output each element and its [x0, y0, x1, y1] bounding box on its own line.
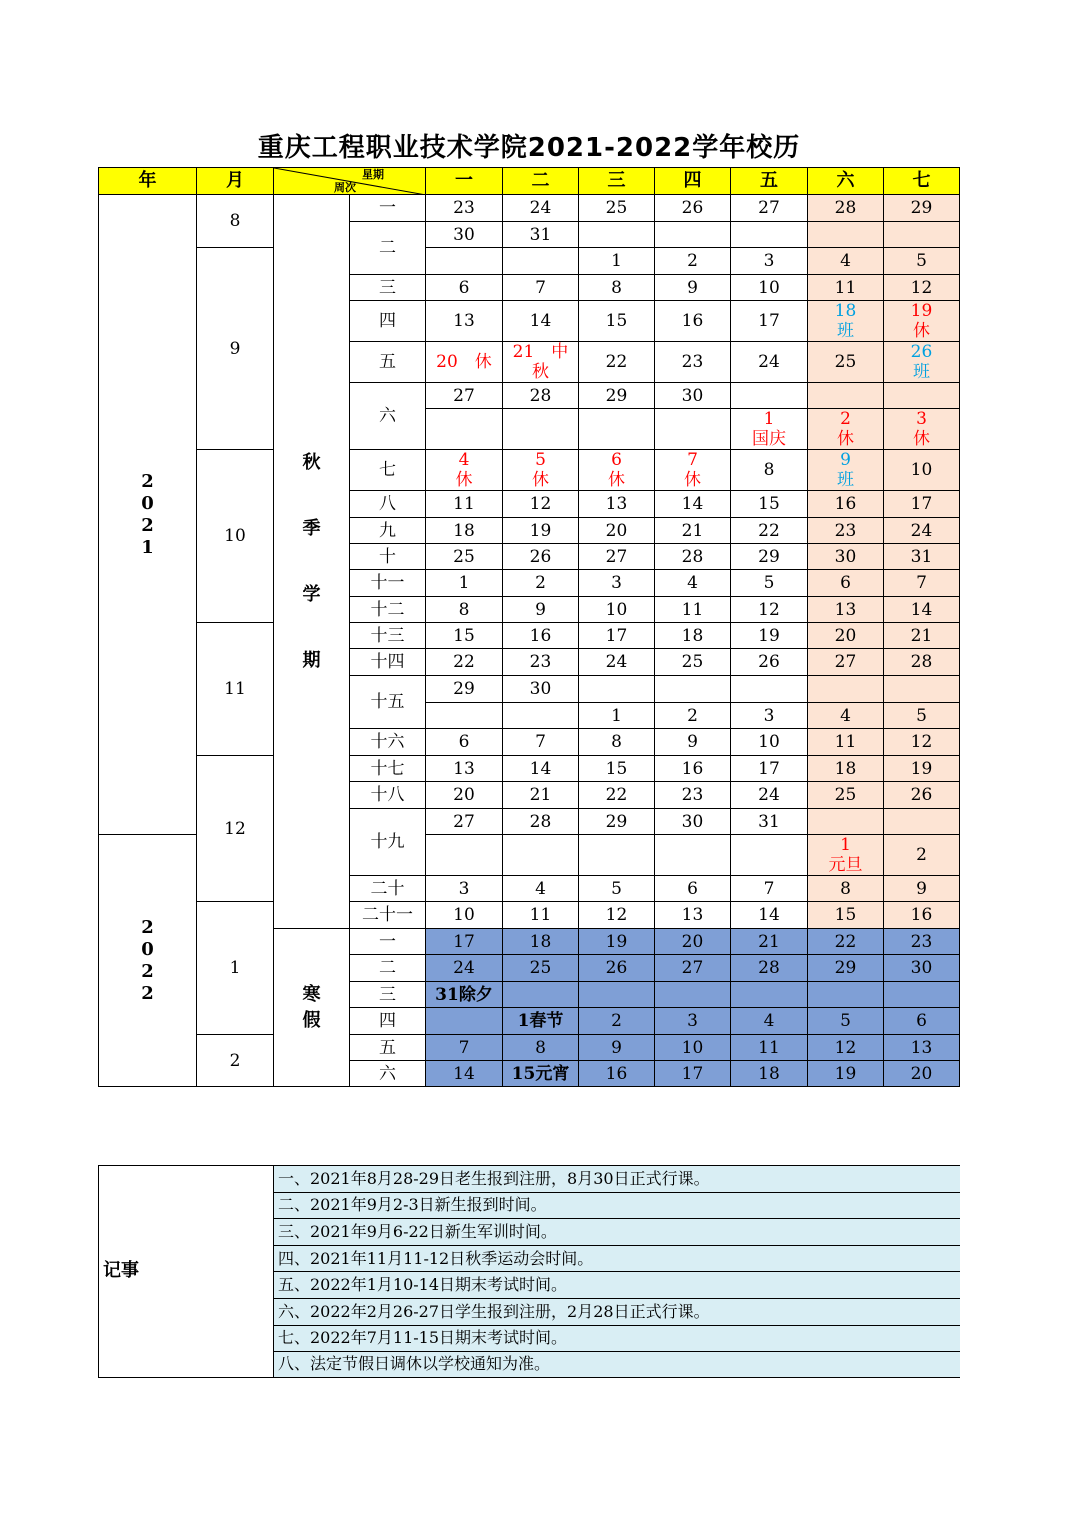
day-cell: 15 [425, 622, 502, 648]
day-cell [502, 408, 578, 449]
day-cell [425, 247, 502, 274]
header-weekday: 一 [425, 167, 502, 194]
day-cell: 16 [807, 490, 883, 517]
week-cell: 五 [349, 341, 425, 382]
day-cell [883, 808, 960, 834]
day-cell: 24 [502, 194, 578, 221]
day-cell: 21 [883, 622, 960, 648]
day-cell: 8 [807, 875, 883, 901]
day-cell: 31 [883, 543, 960, 569]
day-cell: 26 [730, 648, 807, 675]
day-cell: 12 [578, 901, 654, 928]
day-cell [883, 981, 960, 1007]
day-cell: 1 [578, 247, 654, 274]
day-cell: 30 [654, 808, 730, 834]
day-cell: 25 [502, 954, 578, 981]
day-cell [807, 221, 883, 247]
month-cell: 2 [196, 1034, 273, 1087]
day-cell: 30 [654, 382, 730, 408]
day-cell: 9 [883, 875, 960, 901]
day-cell: 24 [883, 517, 960, 543]
day-cell: 1 [578, 702, 654, 728]
day-cell: 20 休 [425, 341, 502, 382]
day-cell: 1春节 [502, 1007, 578, 1034]
day-cell: 15 [807, 901, 883, 928]
day-cell: 14 [654, 490, 730, 517]
note-item: 八、法定节假日调休以学校通知为准。 [273, 1351, 960, 1378]
week-cell: 一 [349, 928, 425, 954]
day-cell [883, 382, 960, 408]
note-item: 三、2021年9月6-22日新生军训时间。 [273, 1218, 960, 1245]
day-cell: 8 [730, 449, 807, 490]
day-cell: 24 [578, 648, 654, 675]
week-cell: 三 [349, 274, 425, 300]
day-cell: 12 [502, 490, 578, 517]
day-cell: 19 [807, 1060, 883, 1087]
day-cell: 26 [502, 543, 578, 569]
day-cell: 11 [730, 1034, 807, 1060]
day-cell: 27 [578, 543, 654, 569]
day-cell: 4 [807, 702, 883, 728]
day-cell: 15元宵 [502, 1060, 578, 1087]
corner-week-label: 周次 [334, 181, 356, 194]
day-cell [730, 981, 807, 1007]
day-cell: 20 [883, 1060, 960, 1087]
day-cell: 14 [502, 300, 578, 341]
day-cell: 2 休 [807, 408, 883, 449]
day-cell: 27 [730, 194, 807, 221]
header-weekday: 七 [883, 167, 960, 194]
day-cell: 31 [730, 808, 807, 834]
day-cell: 27 [807, 648, 883, 675]
day-cell [578, 408, 654, 449]
day-cell: 22 [578, 341, 654, 382]
day-cell: 11 [654, 596, 730, 622]
day-cell: 4 [502, 875, 578, 901]
day-cell: 27 [425, 808, 502, 834]
day-cell: 26 班 [883, 341, 960, 382]
year-cell: 2 0 2 2 [98, 834, 196, 1087]
day-cell: 15 [730, 490, 807, 517]
day-cell [502, 247, 578, 274]
week-cell: 十 [349, 543, 425, 569]
day-cell: 10 [578, 596, 654, 622]
day-cell: 8 [425, 596, 502, 622]
header-corner [273, 167, 425, 194]
day-cell: 3 [730, 247, 807, 274]
day-cell: 13 [883, 1034, 960, 1060]
day-cell: 20 [425, 781, 502, 808]
note-item: 七、2022年7月11-15日期末考试时间。 [273, 1325, 960, 1352]
day-cell: 20 [578, 517, 654, 543]
note-item: 四、2021年11月11-12日秋季运动会时间。 [273, 1245, 960, 1272]
day-cell: 12 [883, 728, 960, 755]
header-weekday: 四 [654, 167, 730, 194]
day-cell: 14 [730, 901, 807, 928]
day-cell: 18 [654, 622, 730, 648]
day-cell: 17 [654, 1060, 730, 1087]
corner-weekday-label: 星期 [362, 168, 384, 181]
day-cell: 31 [502, 221, 578, 247]
header-weekday: 六 [807, 167, 883, 194]
day-cell: 13 [425, 755, 502, 781]
day-cell: 3 [578, 569, 654, 596]
day-cell: 17 [730, 755, 807, 781]
day-cell: 30 [425, 221, 502, 247]
day-cell: 21 中 秋 [502, 341, 578, 382]
day-cell: 7 [883, 569, 960, 596]
day-cell: 16 [654, 300, 730, 341]
day-cell: 26 [883, 781, 960, 808]
day-cell: 24 [425, 954, 502, 981]
day-cell: 6 [807, 569, 883, 596]
month-cell: 1 [196, 901, 273, 1034]
day-cell: 8 [578, 728, 654, 755]
day-cell: 23 [502, 648, 578, 675]
day-cell: 13 [425, 300, 502, 341]
day-cell: 10 [730, 274, 807, 300]
day-cell: 29 [730, 543, 807, 569]
month-cell: 9 [196, 247, 273, 449]
day-cell: 23 [425, 194, 502, 221]
week-cell: 八 [349, 490, 425, 517]
day-cell: 22 [730, 517, 807, 543]
week-cell: 一 [349, 194, 425, 221]
day-cell: 7 [502, 728, 578, 755]
day-cell: 19 [883, 755, 960, 781]
day-cell [730, 221, 807, 247]
day-cell: 11 [807, 274, 883, 300]
day-cell: 8 [578, 274, 654, 300]
day-cell: 2 [502, 569, 578, 596]
day-cell: 19 [578, 928, 654, 954]
day-cell [425, 834, 502, 875]
week-cell: 二十 [349, 875, 425, 901]
day-cell: 29 [883, 194, 960, 221]
day-cell: 21 [654, 517, 730, 543]
day-cell: 9 [654, 728, 730, 755]
day-cell: 5 [807, 1007, 883, 1034]
semester-cell: 秋 季 学 期 [273, 194, 349, 928]
header-weekday: 三 [578, 167, 654, 194]
day-cell: 28 [502, 808, 578, 834]
day-cell: 10 [425, 901, 502, 928]
day-cell: 24 [730, 341, 807, 382]
day-cell: 31除夕 [425, 981, 502, 1007]
day-cell: 17 [730, 300, 807, 341]
day-cell: 27 [425, 382, 502, 408]
day-cell: 12 [883, 274, 960, 300]
week-cell: 十四 [349, 648, 425, 675]
day-cell: 6 [654, 875, 730, 901]
day-cell: 2 [883, 834, 960, 875]
day-cell [502, 981, 578, 1007]
day-cell: 28 [502, 382, 578, 408]
day-cell [730, 382, 807, 408]
day-cell: 11 [807, 728, 883, 755]
day-cell: 12 [730, 596, 807, 622]
day-cell [807, 675, 883, 702]
day-cell: 20 [654, 928, 730, 954]
week-cell: 十六 [349, 728, 425, 755]
week-cell: 六 [349, 382, 425, 449]
day-cell [425, 702, 502, 728]
day-cell [807, 981, 883, 1007]
day-cell: 18 [730, 1060, 807, 1087]
week-cell: 二 [349, 221, 425, 274]
day-cell: 29 [425, 675, 502, 702]
day-cell: 5 休 [502, 449, 578, 490]
day-cell [425, 1007, 502, 1034]
day-cell [883, 221, 960, 247]
day-cell: 23 [654, 781, 730, 808]
day-cell: 3 [730, 702, 807, 728]
day-cell [654, 981, 730, 1007]
day-cell: 6 休 [578, 449, 654, 490]
week-cell: 三 [349, 981, 425, 1007]
day-cell [578, 221, 654, 247]
day-cell: 22 [425, 648, 502, 675]
day-cell: 3 休 [883, 408, 960, 449]
week-cell: 十九 [349, 808, 425, 875]
day-cell: 11 [502, 901, 578, 928]
day-cell: 23 [807, 517, 883, 543]
day-cell: 16 [578, 1060, 654, 1087]
day-cell: 28 [883, 648, 960, 675]
day-cell: 17 [578, 622, 654, 648]
day-cell: 4 [807, 247, 883, 274]
day-cell: 4 [730, 1007, 807, 1034]
day-cell [425, 408, 502, 449]
note-item: 六、2022年2月26-27日学生报到注册，2月28日正式行课。 [273, 1298, 960, 1325]
day-cell: 1 [425, 569, 502, 596]
day-cell: 10 [883, 449, 960, 490]
note-item: 五、2022年1月10-14日期末考试时间。 [273, 1271, 960, 1298]
semester-cell: 寒 假 [273, 928, 349, 1087]
month-cell: 12 [196, 755, 273, 901]
day-cell [578, 675, 654, 702]
header-month: 月 [196, 167, 273, 194]
day-cell: 1 元旦 [807, 834, 883, 875]
day-cell: 19 [730, 622, 807, 648]
week-cell: 九 [349, 517, 425, 543]
day-cell [502, 834, 578, 875]
day-cell: 3 [425, 875, 502, 901]
day-cell [502, 702, 578, 728]
week-cell: 四 [349, 1007, 425, 1034]
week-cell: 十三 [349, 622, 425, 648]
day-cell [807, 382, 883, 408]
day-cell: 6 [883, 1007, 960, 1034]
day-cell [730, 675, 807, 702]
week-cell: 五 [349, 1034, 425, 1060]
day-cell: 30 [883, 954, 960, 981]
day-cell: 21 [502, 781, 578, 808]
header-weekday: 二 [502, 167, 578, 194]
day-cell: 10 [654, 1034, 730, 1060]
day-cell [883, 675, 960, 702]
week-cell: 四 [349, 300, 425, 341]
week-cell: 十七 [349, 755, 425, 781]
week-cell: 二十一 [349, 901, 425, 928]
notes-label: 记事 [98, 1165, 273, 1378]
week-cell: 七 [349, 449, 425, 490]
day-cell: 23 [654, 341, 730, 382]
day-cell: 9 [654, 274, 730, 300]
day-cell: 22 [807, 928, 883, 954]
day-cell: 4 休 [425, 449, 502, 490]
week-cell: 十一 [349, 569, 425, 596]
day-cell: 18 [807, 755, 883, 781]
day-cell: 19 休 [883, 300, 960, 341]
day-cell: 15 [578, 755, 654, 781]
day-cell: 16 [502, 622, 578, 648]
day-cell: 4 [654, 569, 730, 596]
day-cell: 29 [578, 382, 654, 408]
day-cell: 29 [807, 954, 883, 981]
day-cell: 6 [425, 728, 502, 755]
day-cell: 25 [578, 194, 654, 221]
day-cell: 8 [502, 1034, 578, 1060]
day-cell: 9 [502, 596, 578, 622]
day-cell: 5 [730, 569, 807, 596]
day-cell: 25 [807, 781, 883, 808]
note-item: 一、2021年8月28-29日老生报到注册，8月30日正式行课。 [273, 1165, 960, 1192]
day-cell [730, 834, 807, 875]
day-cell [654, 834, 730, 875]
month-cell: 8 [196, 194, 273, 247]
day-cell: 29 [578, 808, 654, 834]
day-cell: 15 [578, 300, 654, 341]
day-cell: 27 [654, 954, 730, 981]
week-cell: 二 [349, 954, 425, 981]
day-cell: 25 [654, 648, 730, 675]
day-cell: 16 [654, 755, 730, 781]
day-cell: 30 [502, 675, 578, 702]
week-cell: 六 [349, 1060, 425, 1087]
month-cell: 10 [196, 449, 273, 622]
day-cell: 2 [654, 702, 730, 728]
day-cell: 14 [502, 755, 578, 781]
day-cell: 5 [578, 875, 654, 901]
day-cell [654, 675, 730, 702]
day-cell: 7 [425, 1034, 502, 1060]
day-cell: 5 [883, 702, 960, 728]
day-cell: 18 班 [807, 300, 883, 341]
week-cell: 十五 [349, 675, 425, 728]
day-cell: 11 [425, 490, 502, 517]
day-cell: 2 [654, 247, 730, 274]
day-cell: 30 [807, 543, 883, 569]
day-cell: 23 [883, 928, 960, 954]
day-cell: 21 [730, 928, 807, 954]
page-title: 重庆工程职业技术学院2021-2022学年校历 [257, 133, 801, 163]
day-cell: 13 [807, 596, 883, 622]
day-cell: 5 [883, 247, 960, 274]
day-cell: 1 国庆 [730, 408, 807, 449]
day-cell: 18 [425, 517, 502, 543]
day-cell: 19 [502, 517, 578, 543]
note-item: 二、2021年9月2-3日新生报到时间。 [273, 1192, 960, 1219]
year-cell: 2 0 2 1 [98, 194, 196, 834]
header-weekday: 五 [730, 167, 807, 194]
day-cell: 28 [807, 194, 883, 221]
day-cell: 2 [578, 1007, 654, 1034]
day-cell: 22 [578, 781, 654, 808]
day-cell [807, 808, 883, 834]
day-cell: 28 [730, 954, 807, 981]
day-cell: 20 [807, 622, 883, 648]
day-cell: 7 [730, 875, 807, 901]
day-cell: 9 [578, 1034, 654, 1060]
day-cell: 7 [502, 274, 578, 300]
week-cell: 十八 [349, 781, 425, 808]
day-cell: 14 [883, 596, 960, 622]
day-cell: 18 [502, 928, 578, 954]
day-cell: 25 [425, 543, 502, 569]
day-cell: 3 [654, 1007, 730, 1034]
day-cell: 25 [807, 341, 883, 382]
day-cell: 7 休 [654, 449, 730, 490]
day-cell: 9 班 [807, 449, 883, 490]
day-cell [578, 834, 654, 875]
day-cell: 17 [425, 928, 502, 954]
day-cell: 17 [883, 490, 960, 517]
day-cell: 26 [654, 194, 730, 221]
day-cell [654, 221, 730, 247]
day-cell [578, 981, 654, 1007]
header-year: 年 [98, 167, 196, 194]
day-cell: 6 [425, 274, 502, 300]
day-cell: 10 [730, 728, 807, 755]
day-cell: 13 [654, 901, 730, 928]
day-cell: 13 [578, 490, 654, 517]
day-cell: 14 [425, 1060, 502, 1087]
month-cell: 11 [196, 622, 273, 755]
week-cell: 十二 [349, 596, 425, 622]
day-cell: 12 [807, 1034, 883, 1060]
day-cell: 26 [578, 954, 654, 981]
day-cell: 24 [730, 781, 807, 808]
day-cell: 28 [654, 543, 730, 569]
day-cell: 16 [883, 901, 960, 928]
day-cell [654, 408, 730, 449]
